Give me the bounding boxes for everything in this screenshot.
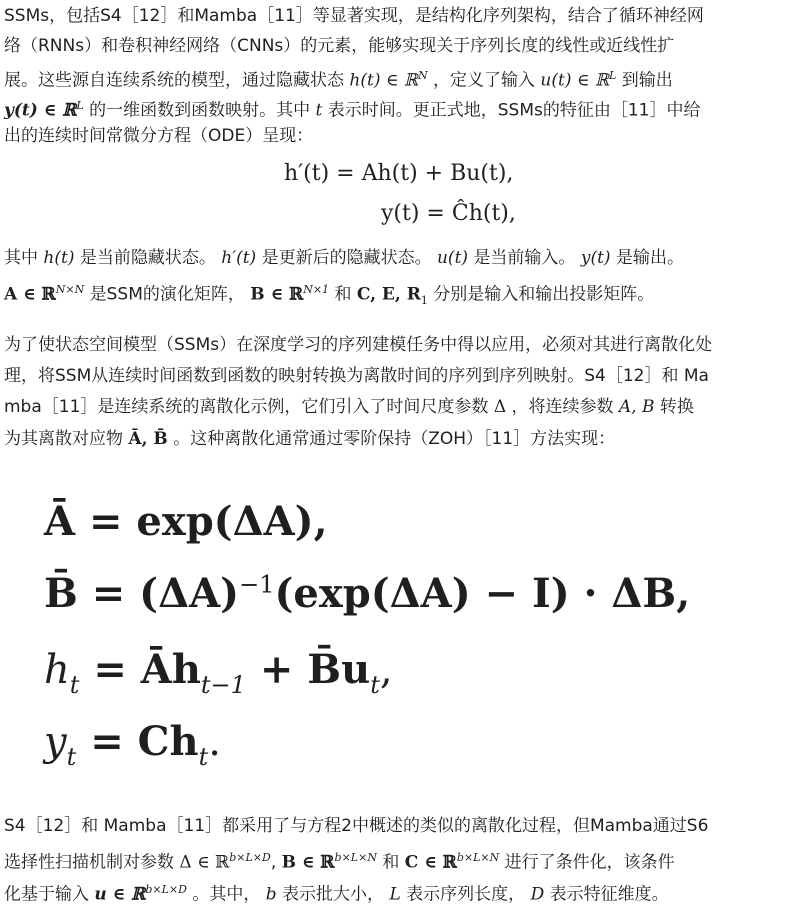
p1-line2: 络（RNNs）和卷积神经网络（CNNs）的元素，能够实现关于序列长度的线性或近线性扩 <box>4 36 675 56</box>
math-sup: N <box>417 69 428 82</box>
p1-line1: SSMs，包括S4［12］和Mamba［11］等显著实现，是结构化序列架构，结合了循环神经网 <box>4 6 704 26</box>
text: 是当前隐藏状态。 <box>79 248 216 268</box>
text: 是输出。 <box>615 248 684 268</box>
text: 和 <box>382 852 400 873</box>
text: ，将连续参数 <box>511 397 614 417</box>
p1-line5: 出的连续时间常微分方程（ODE）呈现： <box>4 126 314 146</box>
zoh-equation-4 <box>44 718 221 771</box>
text: 进行了条件化，该条件 <box>504 852 675 873</box>
zoh-equation-3 <box>44 646 393 699</box>
ode-equation-1: h′(t) = Ah(t) + Bu(t), <box>284 161 514 186</box>
math: Ā = exp(ΔA), <box>44 498 328 545</box>
math: h(t) <box>43 248 75 268</box>
text: 选择性扫描机制对参数 <box>4 852 174 873</box>
text: , <box>270 852 277 873</box>
math-h-in-R: h(t) ∈ ℝ <box>349 70 418 91</box>
math: , <box>379 647 393 693</box>
text: 表示序列长度， <box>406 884 526 905</box>
math-sub: t−1 <box>200 671 246 699</box>
text: 展。这些源自连续系统的模型，通过隐藏状态 <box>4 70 344 91</box>
math: . <box>208 719 221 765</box>
math-t: t <box>315 100 323 121</box>
p1-line4 <box>4 94 701 123</box>
math-sub: t <box>370 671 380 699</box>
math: C ∈ ℝ <box>404 852 457 873</box>
p2-line2 <box>4 278 654 313</box>
math-sub: t <box>66 743 77 771</box>
math-sup: b×L×D <box>145 883 187 896</box>
math: B ∈ ℝ <box>250 284 304 305</box>
text: 表示批大小， <box>282 884 385 905</box>
math-sub: 1 <box>420 294 428 308</box>
math-sub: t <box>69 671 80 699</box>
text: mba［11］是连续系统的离散化示例，它们引入了时间尺度参数 <box>4 397 489 417</box>
math: C, E, R <box>356 284 421 305</box>
text: 表示时间。更正式地，SSMs的特征由［11］中给 <box>327 100 701 121</box>
math: Δ <box>493 397 507 417</box>
text: 分别是输入和输出投影矩阵。 <box>433 284 655 305</box>
p3-line2: 理，将SSM从连续时间函数到函数的映射转换为离散时间的序列到序列映射。S4［12］和 Ma <box>4 366 709 386</box>
text: 其中 <box>4 248 38 268</box>
math-sup: b×L×D <box>229 851 271 864</box>
math: b <box>265 884 277 905</box>
text: 。这种离散化通常通过零阶保持（ZOH）［11］方法实现： <box>173 429 616 449</box>
text: 化基于输入 <box>4 884 89 905</box>
math-sup: L <box>609 69 617 82</box>
math: = Ch <box>76 718 199 765</box>
text: 到输出 <box>621 70 673 91</box>
p1-line3 <box>4 64 673 93</box>
text: 的一维函数到函数映射。其中 <box>89 100 311 121</box>
math-sub: t <box>198 743 209 771</box>
math: u ∈ ℝ <box>94 884 146 905</box>
math: B̄ = (ΔA) <box>44 570 240 617</box>
math: + B̄u <box>245 646 371 693</box>
math: L <box>389 884 401 905</box>
p2-line1 <box>4 246 684 270</box>
text: ，定义了输入 <box>433 70 536 91</box>
math-y-in-R: y(t) ∈ ℝ <box>4 100 77 121</box>
math: A, B <box>618 397 655 417</box>
p3-line1: 为了使状态空间模型（SSMs）在深度学习的序列建模任务中得以应用，必须对其进行离散化处 <box>4 335 713 355</box>
text: 和 <box>334 284 352 305</box>
text: 转换 <box>659 397 694 417</box>
math-sup: N×1 <box>303 283 330 296</box>
p4-line1: S4［12］和 Mamba［11］都采用了与方程2中概述的类似的离散化过程，但Mamba通过S6 <box>4 816 709 836</box>
p3-line4 <box>4 427 615 451</box>
math-sup: L <box>76 99 84 112</box>
math: h <box>44 647 70 693</box>
math: D <box>530 884 545 905</box>
math: y <box>44 719 67 765</box>
math: h′(t) <box>221 248 257 268</box>
text: 表示特征维度。 <box>549 884 669 905</box>
math: y(t) <box>580 248 611 268</box>
text: 是SSM的演化矩阵， <box>89 284 245 305</box>
math: (exp(ΔA) − I) · ΔB, <box>274 570 691 617</box>
p4-line3 <box>4 878 669 907</box>
zoh-equation-1 <box>44 498 328 545</box>
math: A ∈ ℝ <box>4 284 56 305</box>
p4-line2 <box>4 846 675 875</box>
ode-equation-2: y(t) = Ĉh(t), <box>381 201 516 226</box>
math-u-in-R: u(t) ∈ ℝ <box>540 70 609 91</box>
zoh-equation-2 <box>44 570 690 617</box>
math: Δ ∈ ℝ <box>179 852 230 873</box>
math-sup: b×L×N <box>456 851 500 864</box>
math-sup: b×L×N <box>334 851 377 864</box>
math: B ∈ ℝ <box>281 852 335 873</box>
text: 为其离散对应物 <box>4 429 123 449</box>
text: 。其中， <box>192 884 261 905</box>
math: = Āh <box>79 646 201 693</box>
math-sup: −1 <box>239 570 275 599</box>
text: 是当前输入。 <box>473 248 576 268</box>
math: u(t) <box>436 248 469 268</box>
text: 是更新后的隐藏状态。 <box>261 248 432 268</box>
p3-line3 <box>4 395 694 419</box>
math: Ā, B̄ <box>128 429 168 449</box>
math-sup: N×N <box>55 283 85 296</box>
